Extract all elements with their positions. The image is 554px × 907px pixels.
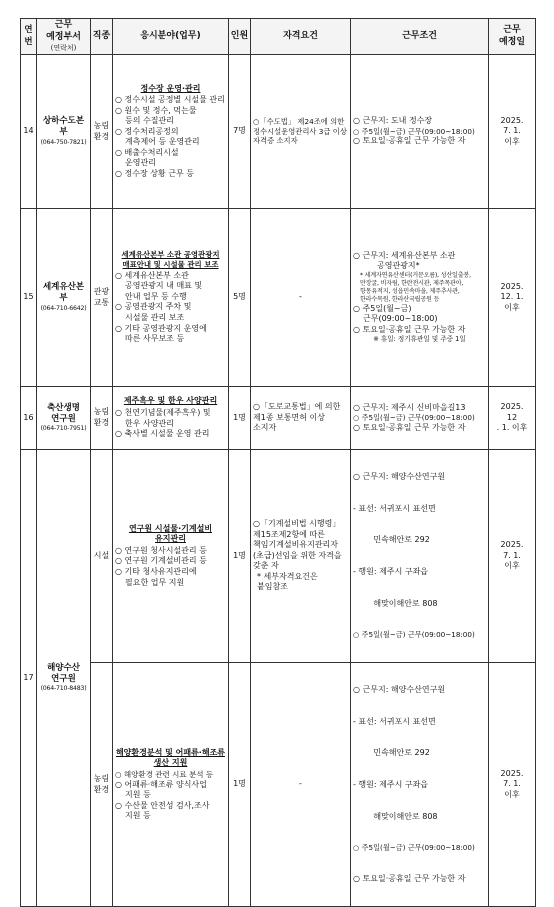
header-field: 응시분야(업무) (113, 19, 229, 55)
cond-line: ○ 토요일·공휴일 근무 가능한 자 (353, 873, 466, 883)
cond-line: ○ 주5일(월~금) (353, 303, 412, 313)
row-dept (37, 209, 91, 387)
field-line: 시설물 관리 보조 (125, 313, 185, 323)
row-count: 7명 (229, 55, 251, 209)
header-count: 인원 (229, 19, 251, 55)
table-row (21, 209, 536, 387)
dept-name: 세계유산본부 (42, 282, 85, 304)
qual-note: * 세부자격요건은 붙임참조 (257, 571, 318, 592)
row-dept (37, 55, 91, 209)
field-line: ○ 어패류·해조류 양식사업 (115, 779, 207, 789)
row-job: 농림 환경 (91, 662, 113, 907)
dept-name: 상하수도본부 (42, 116, 85, 138)
row-qual: ○「도로교통법」에 의한 제1종 보통면허 이상 소지자 (251, 387, 351, 450)
row-cond (351, 55, 489, 209)
field-line: 운영관리 (125, 158, 156, 168)
row-count: 5명 (229, 209, 251, 387)
cond-line: ○ 토요일·공휴일 근무 가능한 자 (353, 136, 466, 146)
header-qual: 자격요건 (251, 19, 351, 55)
row-count: 1명 (229, 450, 251, 663)
cond-line: ○ 토요일·공휴일 근무 가능한 자 (353, 324, 466, 334)
field-line: 한우 사양관리 (125, 418, 174, 428)
field-line: ○ 배출수처리시설 (115, 147, 179, 157)
field-title: 연구원 시설물·기계설비 유지관리 (128, 523, 213, 544)
qual-text: ○「기계설비법 시행령」 제15조제2항에 따른 책임기계설비유지관리자(초급)선임을 위한 자격을 갖춘 자 (253, 519, 342, 571)
table-row (21, 450, 536, 663)
field-line: 공영관광지 내 매표 및 (125, 281, 203, 291)
field-line: 필요한 업무 지원 (125, 577, 185, 587)
row-dept (37, 387, 91, 450)
row-field (113, 209, 229, 387)
field-title: 제주흑우 및 한우 사양관리 (123, 396, 218, 406)
cond-line: ○ 근무지: 제주시 신비마을길13 (353, 402, 466, 412)
row-job: 농림 환경 (91, 387, 113, 450)
cond-line: ○ 주5일(월~금) 근무(09:00~18:00) (353, 126, 475, 136)
header-job: 직종 (91, 19, 113, 55)
field-line: ○ 기타 공영관광지 운영에 (115, 323, 207, 333)
cond-line: 해맞이해안로 808 (353, 598, 438, 608)
row-date: 2025. 7. 1. 이후 (489, 55, 536, 209)
cond-line: ○ 근무지: 세계유산본부 소관 (353, 250, 456, 260)
field-line: 계측제어 등 운영관리 (125, 137, 200, 147)
field-line: ○ 정수처리공정의 (115, 126, 179, 136)
cond-line: 민속해안로 292 (353, 748, 430, 758)
field-title: 정수장 운영·관리 (140, 83, 201, 93)
cond-line: ○ 토요일·공휴일 근무 가능한 자 (353, 422, 466, 432)
row-cond (351, 209, 489, 387)
cond-line: ○ 주5일(월~금) 근무(09:00~18:00) (353, 843, 475, 853)
field-line: ○ 수산물 안전성 검사,조사 (115, 800, 210, 810)
cond-line: - 행원: 제주시 구좌읍 (353, 779, 429, 789)
job-table-wrapper (20, 18, 535, 907)
cond-note: ※ 휴일: 정기휴관일 및 주중 1일 (373, 335, 466, 344)
row-field (113, 55, 229, 209)
header-dept (37, 19, 91, 55)
row-no: 14 (21, 55, 37, 209)
row-cond (351, 387, 489, 450)
row-count: 1명 (229, 387, 251, 450)
cond-line: - 표선: 서귀포시 표선면 (353, 503, 436, 513)
row-count: 1명 (229, 662, 251, 907)
table-row (21, 387, 536, 450)
job-posting-table (20, 18, 536, 907)
cond-line: 해맞이해안로 808 (353, 811, 438, 821)
dept-name: 해양수산 연구원 (47, 662, 80, 685)
header-row (21, 19, 536, 55)
cond-line: ○ 주5일(월~금) 근무(09:00~18:00) (353, 630, 475, 640)
row-no: 17 (21, 450, 37, 907)
cond-line: - 표선: 서귀포시 표선면 (353, 716, 436, 726)
dept-name: 축산생명 연구원 (47, 402, 80, 424)
dept-tel: (064-710-8483) (40, 685, 87, 693)
row-date: 2025. 12. 1. 이후 (489, 209, 536, 387)
field-line: ○ 연구원 청사시설관리 등 (115, 545, 207, 555)
field-line: ○ 기타 청사유지관리에 (115, 566, 197, 576)
field-line: ○ 정수시설 공정별 시설물 관리 (115, 95, 225, 105)
cond-line: 공영관광지* (377, 261, 420, 271)
row-job: 농림 환경 (91, 55, 113, 209)
cond-line: ○ 근무지: 해양수산연구원 (353, 472, 446, 482)
field-line: ○ 해양환경 관련 시료 분석 등 (115, 769, 214, 779)
row-no: 15 (21, 209, 37, 387)
table-row (21, 55, 536, 209)
cond-line: 근무(09:00~18:00) (363, 314, 438, 324)
cond-line: ○ 주5일(월~금) 근무(09:00~18:00) (353, 413, 475, 423)
cond-line: ○ 근무지: 해양수산연구원 (353, 684, 446, 694)
cond-line: ○ 근무지: 도내 정수장 (353, 116, 433, 126)
field-line: 지원 등 (125, 811, 151, 821)
field-line: 안내 업무 등 수행 (125, 291, 187, 301)
header-no: 연 번 (21, 19, 37, 55)
row-date: 2025. 7. 1. 이후 (489, 662, 536, 907)
header-dept-main: 근무 예정부서 (46, 20, 81, 42)
field-line: ○ 공영관광지 주차 및 (115, 302, 192, 312)
row-qual (251, 450, 351, 663)
field-line: ○ 천연기념물(제주흑우) 및 (115, 407, 211, 417)
row-qual: ○「수도법」 제24조에 의한 정수시설운영관리사 3급 이상 자격증 소지자 (251, 55, 351, 209)
row-field (113, 662, 229, 907)
field-line: ○ 세계유산본부 소관 (115, 270, 189, 280)
field-line: 등의 수질관리 (125, 116, 174, 126)
row-date: 2025. 12 . 1. 이후 (489, 387, 536, 450)
dept-tel: (064-710-6642) (40, 304, 87, 312)
row-date: 2025. 7. 1. 이후 (489, 450, 536, 663)
table-row (21, 662, 536, 907)
row-no: 16 (21, 387, 37, 450)
field-title: 세계유산본부 소관 공영관광지 매표안내 및 시설물 관리 보조 (121, 250, 220, 270)
header-date: 근무 예정일 (489, 19, 536, 55)
field-line: 따른 사무보조 등 (125, 334, 185, 344)
row-job: 관광 교통 (91, 209, 113, 387)
row-field (113, 387, 229, 450)
field-line: ○ 연구원 기계설비관리 등 (115, 556, 207, 566)
header-dept-sub: (연락처) (50, 43, 77, 52)
row-field (113, 450, 229, 663)
dept-tel: (064-710-7951) (40, 425, 87, 433)
field-line: ○ 원수 및 정수, 먹는물 (115, 105, 197, 115)
row-dept (37, 450, 91, 907)
field-line: ○ 축사별 시설물 운영 관리 (115, 429, 210, 439)
field-line: ○ 정수장 상황 근무 등 (115, 168, 194, 178)
row-cond (351, 662, 489, 907)
cond-line: - 행원: 제주시 구좌읍 (353, 567, 429, 577)
row-cond (351, 450, 489, 663)
cond-note: * 세계자연유산센터(거문오름), 성산일출봉, 만장굴, 비자림, 한란전시관, 제주목관아, 항몽유적지, 성읍민속마을, 제주추사관, 한라수목원, 한라산국립공원 등 (360, 272, 471, 303)
field-title: 해양환경분석 및 어패류·해조류 생산 지원 (115, 747, 226, 768)
row-job: 시설 (91, 450, 113, 663)
row-qual: - (251, 662, 351, 907)
dept-tel: (064-750-7821) (40, 138, 87, 146)
field-line: 지원 등 (125, 790, 151, 800)
cond-line: 민속해안로 292 (353, 535, 430, 545)
header-cond: 근무조건 (351, 19, 489, 55)
row-qual: - (251, 209, 351, 387)
